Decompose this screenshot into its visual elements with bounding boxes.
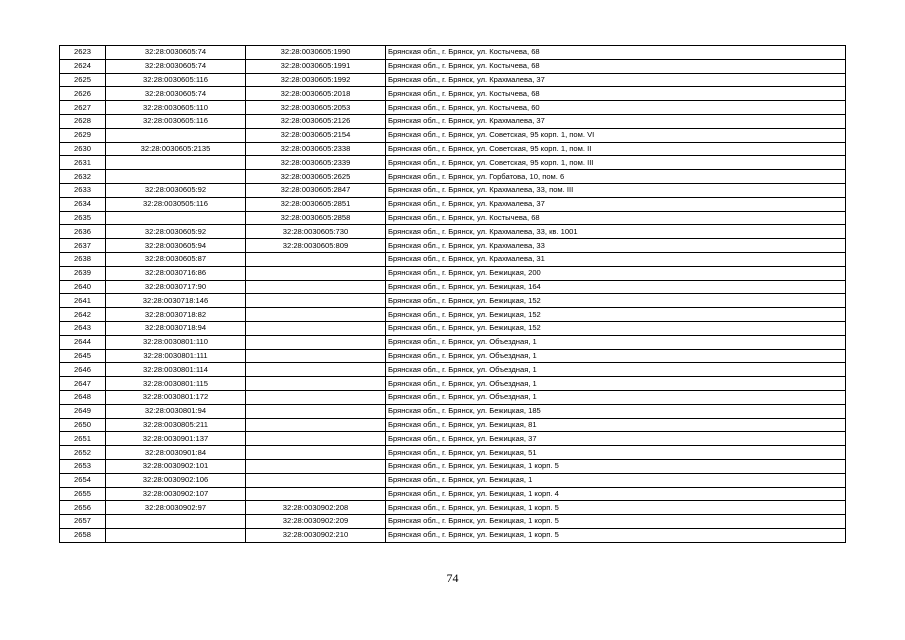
row-number-cell: 2642: [60, 308, 106, 322]
parcel-number-cell: 32:28:0030902:107: [106, 487, 246, 501]
address-cell: Брянская обл., г. Брянск, ул. Крахмалева, 37: [386, 114, 846, 128]
address-cell: Брянская обл., г. Брянск, ул. Бежицкая, 152: [386, 321, 846, 335]
table-row: [60, 170, 846, 184]
row-number-cell: 2640: [60, 280, 106, 294]
row-number-cell: 2632: [60, 170, 106, 184]
row-number-cell: 2646: [60, 363, 106, 377]
address-cell: Брянская обл., г. Брянск, ул. Бежицкая, 37: [386, 432, 846, 446]
parcel-number-cell: [106, 128, 246, 142]
parcel-number-cell: 32:28:0030605:92: [106, 183, 246, 197]
row-number-cell: 2639: [60, 266, 106, 280]
parcel-number-cell: 32:28:0030801:114: [106, 363, 246, 377]
object-number-cell: [246, 308, 386, 322]
object-number-cell: 32:28:0030902:209: [246, 515, 386, 529]
row-number-cell: 2652: [60, 446, 106, 460]
parcel-number-cell: 32:28:0030605:116: [106, 114, 246, 128]
object-number-cell: 32:28:0030605:1992: [246, 73, 386, 87]
address-cell: Брянская обл., г. Брянск, ул. Советская, 95 корп. 1, пом. III: [386, 156, 846, 170]
address-cell: Брянская обл., г. Брянск, ул. Бежицкая, 1 корп. 5: [386, 501, 846, 515]
table-row: [60, 446, 846, 460]
table-row: [60, 239, 846, 253]
address-cell: Брянская обл., г. Брянск, ул. Крахмалева, 31: [386, 252, 846, 266]
object-number-cell: 32:28:0030605:809: [246, 239, 386, 253]
table-row: [60, 418, 846, 432]
parcel-number-cell: [106, 528, 246, 542]
address-cell: Брянская обл., г. Брянск, ул. Костычева, 68: [386, 87, 846, 101]
address-cell: Брянская обл., г. Брянск, ул. Горбатова, 10, пом. 6: [386, 170, 846, 184]
parcel-number-cell: 32:28:0030801:115: [106, 377, 246, 391]
object-number-cell: 32:28:0030605:2126: [246, 114, 386, 128]
table-row: [60, 73, 846, 87]
parcel-number-cell: 32:28:0030901:84: [106, 446, 246, 460]
table-row: [60, 266, 846, 280]
table-row: [60, 280, 846, 294]
parcel-number-cell: 32:28:0030605:87: [106, 252, 246, 266]
table-row: [60, 197, 846, 211]
parcel-number-cell: 32:28:0030605:92: [106, 225, 246, 239]
object-number-cell: [246, 390, 386, 404]
object-number-cell: 32:28:0030605:2851: [246, 197, 386, 211]
table-row: [60, 46, 846, 60]
row-number-cell: 2645: [60, 349, 106, 363]
object-number-cell: 32:28:0030605:2018: [246, 87, 386, 101]
table-row: [60, 363, 846, 377]
row-number-cell: 2653: [60, 459, 106, 473]
row-number-cell: 2654: [60, 473, 106, 487]
address-cell: Брянская обл., г. Брянск, ул. Бежицкая, 164: [386, 280, 846, 294]
parcel-number-cell: 32:28:0030505:116: [106, 197, 246, 211]
object-number-cell: [246, 432, 386, 446]
parcel-number-cell: 32:28:0030805:211: [106, 418, 246, 432]
row-number-cell: 2657: [60, 515, 106, 529]
address-cell: Брянская обл., г. Брянск, ул. Костычева, 68: [386, 46, 846, 60]
row-number-cell: 2633: [60, 183, 106, 197]
row-number-cell: 2634: [60, 197, 106, 211]
parcel-number-cell: 32:28:0030718:146: [106, 294, 246, 308]
parcel-number-cell: 32:28:0030801:111: [106, 349, 246, 363]
parcel-number-cell: 32:28:0030605:94: [106, 239, 246, 253]
object-number-cell: 32:28:0030902:210: [246, 528, 386, 542]
object-number-cell: [246, 321, 386, 335]
table-row: [60, 294, 846, 308]
address-cell: Брянская обл., г. Брянск, ул. Объездная, 1: [386, 363, 846, 377]
row-number-cell: 2649: [60, 404, 106, 418]
object-number-cell: [246, 487, 386, 501]
row-number-cell: 2656: [60, 501, 106, 515]
parcel-number-cell: 32:28:0030801:172: [106, 390, 246, 404]
address-cell: Брянская обл., г. Брянск, ул. Объездная, 1: [386, 349, 846, 363]
parcel-number-cell: 32:28:0030801:110: [106, 335, 246, 349]
address-cell: Брянская обл., г. Брянск, ул. Бежицкая, 200: [386, 266, 846, 280]
parcel-number-cell: 32:28:0030605:116: [106, 73, 246, 87]
row-number-cell: 2631: [60, 156, 106, 170]
object-number-cell: [246, 377, 386, 391]
row-number-cell: 2637: [60, 239, 106, 253]
object-number-cell: [246, 363, 386, 377]
table-row: [60, 321, 846, 335]
address-cell: Брянская обл., г. Брянск, ул. Костычева, 68: [386, 59, 846, 73]
table-row: [60, 211, 846, 225]
table-row: [60, 487, 846, 501]
parcel-number-cell: 32:28:0030801:94: [106, 404, 246, 418]
row-number-cell: 2629: [60, 128, 106, 142]
object-number-cell: [246, 404, 386, 418]
address-cell: Брянская обл., г. Брянск, ул. Костычева, 68: [386, 211, 846, 225]
address-cell: Брянская обл., г. Брянск, ул. Объездная, 1: [386, 390, 846, 404]
object-number-cell: 32:28:0030605:2338: [246, 142, 386, 156]
address-cell: Брянская обл., г. Брянск, ул. Бежицкая, 152: [386, 308, 846, 322]
table-row: [60, 335, 846, 349]
address-cell: Брянская обл., г. Брянск, ул. Бежицкая, 1: [386, 473, 846, 487]
parcel-number-cell: 32:28:0030902:97: [106, 501, 246, 515]
parcel-number-cell: 32:28:0030605:74: [106, 59, 246, 73]
address-cell: Брянская обл., г. Брянск, ул. Советская, 95 корп. 1, пом. VI: [386, 128, 846, 142]
address-cell: Брянская обл., г. Брянск, ул. Костычева, 60: [386, 101, 846, 115]
address-cell: Брянская обл., г. Брянск, ул. Бежицкая, 1 корп. 5: [386, 459, 846, 473]
object-number-cell: [246, 280, 386, 294]
table-row: [60, 390, 846, 404]
table-row: [60, 142, 846, 156]
parcel-number-cell: 32:28:0030605:74: [106, 87, 246, 101]
parcel-number-cell: 32:28:0030717:90: [106, 280, 246, 294]
row-number-cell: 2624: [60, 59, 106, 73]
row-number-cell: 2626: [60, 87, 106, 101]
address-cell: Брянская обл., г. Брянск, ул. Бежицкая, 51: [386, 446, 846, 460]
row-number-cell: 2635: [60, 211, 106, 225]
table-row: [60, 225, 846, 239]
object-number-cell: 32:28:0030605:2625: [246, 170, 386, 184]
table-row: [60, 128, 846, 142]
row-number-cell: 2625: [60, 73, 106, 87]
parcel-number-cell: [106, 515, 246, 529]
table-row: [60, 156, 846, 170]
address-cell: Брянская обл., г. Брянск, ул. Бежицкая, 185: [386, 404, 846, 418]
address-cell: Брянская обл., г. Брянск, ул. Крахмалева, 33, пом. III: [386, 183, 846, 197]
address-cell: Брянская обл., г. Брянск, ул. Крахмалева, 37: [386, 73, 846, 87]
row-number-cell: 2636: [60, 225, 106, 239]
row-number-cell: 2628: [60, 114, 106, 128]
address-cell: Брянская обл., г. Брянск, ул. Бежицкая, 1 корп. 4: [386, 487, 846, 501]
row-number-cell: 2630: [60, 142, 106, 156]
object-number-cell: 32:28:0030605:2053: [246, 101, 386, 115]
table-row: [60, 87, 846, 101]
parcel-number-cell: [106, 170, 246, 184]
object-number-cell: 32:28:0030605:1991: [246, 59, 386, 73]
table-row: [60, 501, 846, 515]
registry-table-body: [60, 46, 846, 543]
object-number-cell: [246, 266, 386, 280]
parcel-number-cell: 32:28:0030902:106: [106, 473, 246, 487]
table-row: [60, 459, 846, 473]
table-row: [60, 114, 846, 128]
address-cell: Брянская обл., г. Брянск, ул. Крахмалева, 33, кв. 1001: [386, 225, 846, 239]
object-number-cell: [246, 473, 386, 487]
object-number-cell: 32:28:0030605:2339: [246, 156, 386, 170]
parcel-number-cell: [106, 211, 246, 225]
address-cell: Брянская обл., г. Брянск, ул. Бежицкая, 81: [386, 418, 846, 432]
address-cell: Брянская обл., г. Брянск, ул. Бежицкая, 152: [386, 294, 846, 308]
parcel-number-cell: 32:28:0030718:94: [106, 321, 246, 335]
row-number-cell: 2638: [60, 252, 106, 266]
address-cell: Брянская обл., г. Брянск, ул. Бежицкая, 1 корп. 5: [386, 528, 846, 542]
row-number-cell: 2648: [60, 390, 106, 404]
parcel-number-cell: 32:28:0030605:74: [106, 46, 246, 60]
parcel-number-cell: 32:28:0030718:82: [106, 308, 246, 322]
parcel-number-cell: 32:28:0030901:137: [106, 432, 246, 446]
parcel-number-cell: 32:28:0030716:86: [106, 266, 246, 280]
row-number-cell: 2658: [60, 528, 106, 542]
object-number-cell: 32:28:0030605:730: [246, 225, 386, 239]
object-number-cell: 32:28:0030605:2847: [246, 183, 386, 197]
table-row: [60, 183, 846, 197]
table-row: [60, 252, 846, 266]
table-row: [60, 528, 846, 542]
parcel-number-cell: 32:28:0030902:101: [106, 459, 246, 473]
table-row: [60, 515, 846, 529]
row-number-cell: 2623: [60, 46, 106, 60]
table-row: [60, 308, 846, 322]
object-number-cell: [246, 418, 386, 432]
registry-table: [59, 45, 846, 543]
table-row: [60, 59, 846, 73]
object-number-cell: 32:28:0030605:2154: [246, 128, 386, 142]
object-number-cell: 32:28:0030605:1990: [246, 46, 386, 60]
table-row: [60, 432, 846, 446]
row-number-cell: 2644: [60, 335, 106, 349]
object-number-cell: [246, 349, 386, 363]
address-cell: Брянская обл., г. Брянск, ул. Бежицкая, 1 корп. 5: [386, 515, 846, 529]
table-row: [60, 473, 846, 487]
table-row: [60, 377, 846, 391]
row-number-cell: 2647: [60, 377, 106, 391]
address-cell: Брянская обл., г. Брянск, ул. Крахмалева, 33: [386, 239, 846, 253]
address-cell: Брянская обл., г. Брянск, ул. Объездная, 1: [386, 335, 846, 349]
table-row: [60, 349, 846, 363]
row-number-cell: 2627: [60, 101, 106, 115]
parcel-number-cell: 32:28:0030605:110: [106, 101, 246, 115]
row-number-cell: 2643: [60, 321, 106, 335]
row-number-cell: 2655: [60, 487, 106, 501]
object-number-cell: [246, 446, 386, 460]
table-row: [60, 101, 846, 115]
row-number-cell: 2651: [60, 432, 106, 446]
row-number-cell: 2650: [60, 418, 106, 432]
object-number-cell: 32:28:0030902:208: [246, 501, 386, 515]
parcel-number-cell: 32:28:0030605:2135: [106, 142, 246, 156]
object-number-cell: [246, 294, 386, 308]
parcel-number-cell: [106, 156, 246, 170]
object-number-cell: [246, 335, 386, 349]
object-number-cell: [246, 459, 386, 473]
object-number-cell: 32:28:0030605:2858: [246, 211, 386, 225]
address-cell: Брянская обл., г. Брянск, ул. Крахмалева, 37: [386, 197, 846, 211]
page-number: 74: [446, 571, 459, 585]
table-row: [60, 404, 846, 418]
row-number-cell: 2641: [60, 294, 106, 308]
object-number-cell: [246, 252, 386, 266]
address-cell: Брянская обл., г. Брянск, ул. Объездная, 1: [386, 377, 846, 391]
address-cell: Брянская обл., г. Брянск, ул. Советская, 95 корп. 1, пом. II: [386, 142, 846, 156]
